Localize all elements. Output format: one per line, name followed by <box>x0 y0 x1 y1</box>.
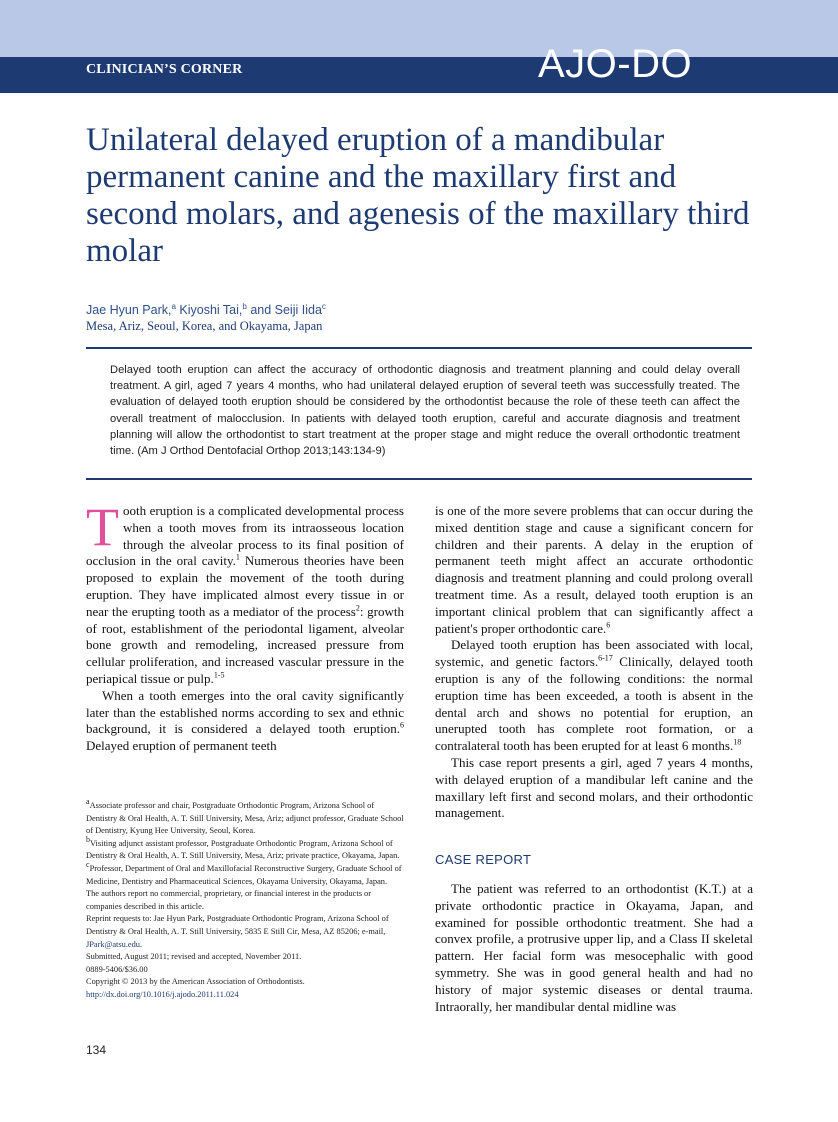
reprint-requests <box>86 913 404 951</box>
footnote <box>86 834 404 863</box>
footnotes <box>86 797 404 1002</box>
author-list <box>86 303 326 317</box>
journal-logo: AJO-DO <box>538 42 693 86</box>
text: Delayed eruption of permanent teeth <box>86 738 277 754</box>
paragraph: This case report presents a girl, aged 7 years 4 months, with delayed eruption of a mandibular left canine and the maxillary left first and second molars, and their orthodontic management. <box>435 754 753 821</box>
paragraph <box>435 637 753 755</box>
text: Professor, Department of Oral and Maxillofacial Reconstructive Surgery, Graduate School of Medicine, Dentistry and Pharmaceutical Sciences, Okayama University, Okayama, Japan. <box>86 863 402 886</box>
text: When a tooth emerges into the oral cavity significantly later than the established norms according to sex and ethnic background, it is considered a delayed tooth eruption. <box>86 687 404 737</box>
text: Reprint requests to: Jae Hyun Park, Postgraduate Orthodontic Program, Arizona School of Dentistry & Oral Health, A. T. Still University, 5835 E Still Cir, Mesa, AZ 85206; e-mail, <box>86 914 389 936</box>
footnote-marker: b <box>86 834 90 844</box>
submission-dates: Submitted, August 2011; revised and accepted, November 2011. <box>86 952 302 962</box>
drop-cap: T <box>86 497 119 557</box>
author-sup: c <box>321 301 326 311</box>
citation: 18 <box>733 737 742 747</box>
abstract-bottom-rule <box>86 478 752 480</box>
author-name: Kiyoshi Tai, <box>175 303 243 317</box>
author-name: Jae Hyun Park, <box>86 303 172 317</box>
disclosure: The authors report no commercial, proprietary, or financial interest in the products or companies described in this article. <box>86 889 372 911</box>
text: : growth of root, establishment of the periodontal ligament, alveolar bone growth and remodeling, increased pressure from cellular proliferation, and increased vascular pressure in the periapical tissue or pulp. <box>86 603 404 686</box>
section-heading-case-report: CASE REPORT <box>435 852 532 868</box>
issn: 0889-5406/$36.00 <box>86 964 148 974</box>
citation: 1-5 <box>213 670 225 680</box>
email-link[interactable]: JPark@atsu.edu <box>86 939 140 949</box>
footnote-marker: c <box>86 860 90 870</box>
section-label: CLINICIAN’S CORNER <box>86 62 243 77</box>
article-title: Unilateral delayed eruption of a mandibular permanent canine and the maxillary first and second molars, and agenesis of the maxillary third molar <box>86 122 750 269</box>
footnote-marker: a <box>86 797 90 807</box>
text: ooth eruption is a complicated developmental process when a tooth moves from its intraosseous location through the alveolar process to its final position of occlusion in the oral cavity. <box>86 503 404 569</box>
doi-link[interactable]: http://dx.doi.org/10.1016/j.ajodo.2011.11.024 <box>86 989 239 999</box>
page-number: 134 <box>86 1043 107 1057</box>
text: Clinically, delayed tooth eruption is any of the following conditions: the normal eruption time has been exceeded, a tooth is absent in the dental arch and shows no potential for eruption, an unerupted tooth has complete root formation, or a contralateral tooth has been erupted for at least 6 months. <box>435 654 754 754</box>
footnote <box>86 797 404 838</box>
footnote <box>86 860 404 888</box>
citation: 6 <box>400 721 404 731</box>
text: is one of the more severe problems that can occur during the mixed dentition stage and cause a significant concern for children and their parents. A delay in the eruption of permanent teeth might affect an accurate orthodontic diagnosis and treatment planning and could prolong overall treatment time. As a result, delayed tooth eruption is an important clinical problem that can significantly affect a patient's proper orthodontic care. <box>435 503 753 636</box>
citation: 1 <box>235 553 240 563</box>
abstract: Delayed tooth eruption can affect the accuracy of orthodontic diagnosis and treatment planning and could delay overall treatment. A girl, aged 7 years 4 months, who had unilateral delayed eruption of several teeth was successfully treated. The evaluation of delayed tooth eruption should be considered by the orthodontist because the role of these teeth can affect the overall treatment of malocclusion. In patients with delayed tooth eruption, careful and accurate diagnosis and treatment planning will allow the orthodontist to start treatment at the proper stage and might reduce the overall orthodontic treatment time. (Am J Orthod Dentofacial Orthop 2013;143:134-9) <box>110 364 740 458</box>
abstract-top-rule <box>86 347 752 349</box>
paragraph: The patient was referred to an orthodontist (K.T.) at a private orthodontic practice in Okayama, Japan, and examined for possible orthodontic treatment. She had a convex profile, a protrusive upper lip, and a Class II skeletal pattern. Her facial form was mesocephalic with good symmetry. She was in good general health and had no history of major systemic diseases or dental trauma. Intraorally, her mandibular dental midline was <box>435 880 753 1014</box>
text: Delayed tooth eruption has been associated with local, systemic, and genetic factors. <box>435 637 753 670</box>
header-top-band <box>0 0 838 57</box>
paragraph <box>86 688 404 755</box>
text: Numerous theories have been proposed to explain the movement of the tooth during eruption. They have implicated almost every tissue in or near the erupting tooth as a mediator of the process <box>86 553 404 619</box>
citation: 6-17 <box>598 653 613 663</box>
author-name: and Seiji Iida <box>246 303 322 317</box>
text: Visiting adjunct assistant professor, Postgraduate Orthodontic Program, Arizona School of Dentistry & Oral Health, A. T. Still University, Mesa, Ariz; private practice, Okayama, Japan. <box>86 838 400 861</box>
paragraph <box>435 503 753 637</box>
citation: 2 <box>355 603 360 613</box>
right-column <box>435 503 753 1015</box>
author-sup: a <box>171 301 176 311</box>
paragraph <box>86 497 404 688</box>
text: . <box>140 939 143 949</box>
left-column <box>86 497 404 755</box>
affiliation: Mesa, Ariz, Seoul, Korea, and Okayama, Japan <box>86 319 323 333</box>
author-sup: b <box>242 301 247 311</box>
citation: 6 <box>606 620 611 630</box>
text: Associate professor and chair, Postgraduate Orthodontic Program, Arizona School of Dentistry & Oral Health, A. T. Still University, Mesa, Ariz; adjunct professor, Graduate School of Dentistry, Kyung Hee University, Seoul, Korea. <box>86 801 404 836</box>
copyright: Copyright © 2013 by the American Association of Orthodontists. <box>86 977 305 987</box>
